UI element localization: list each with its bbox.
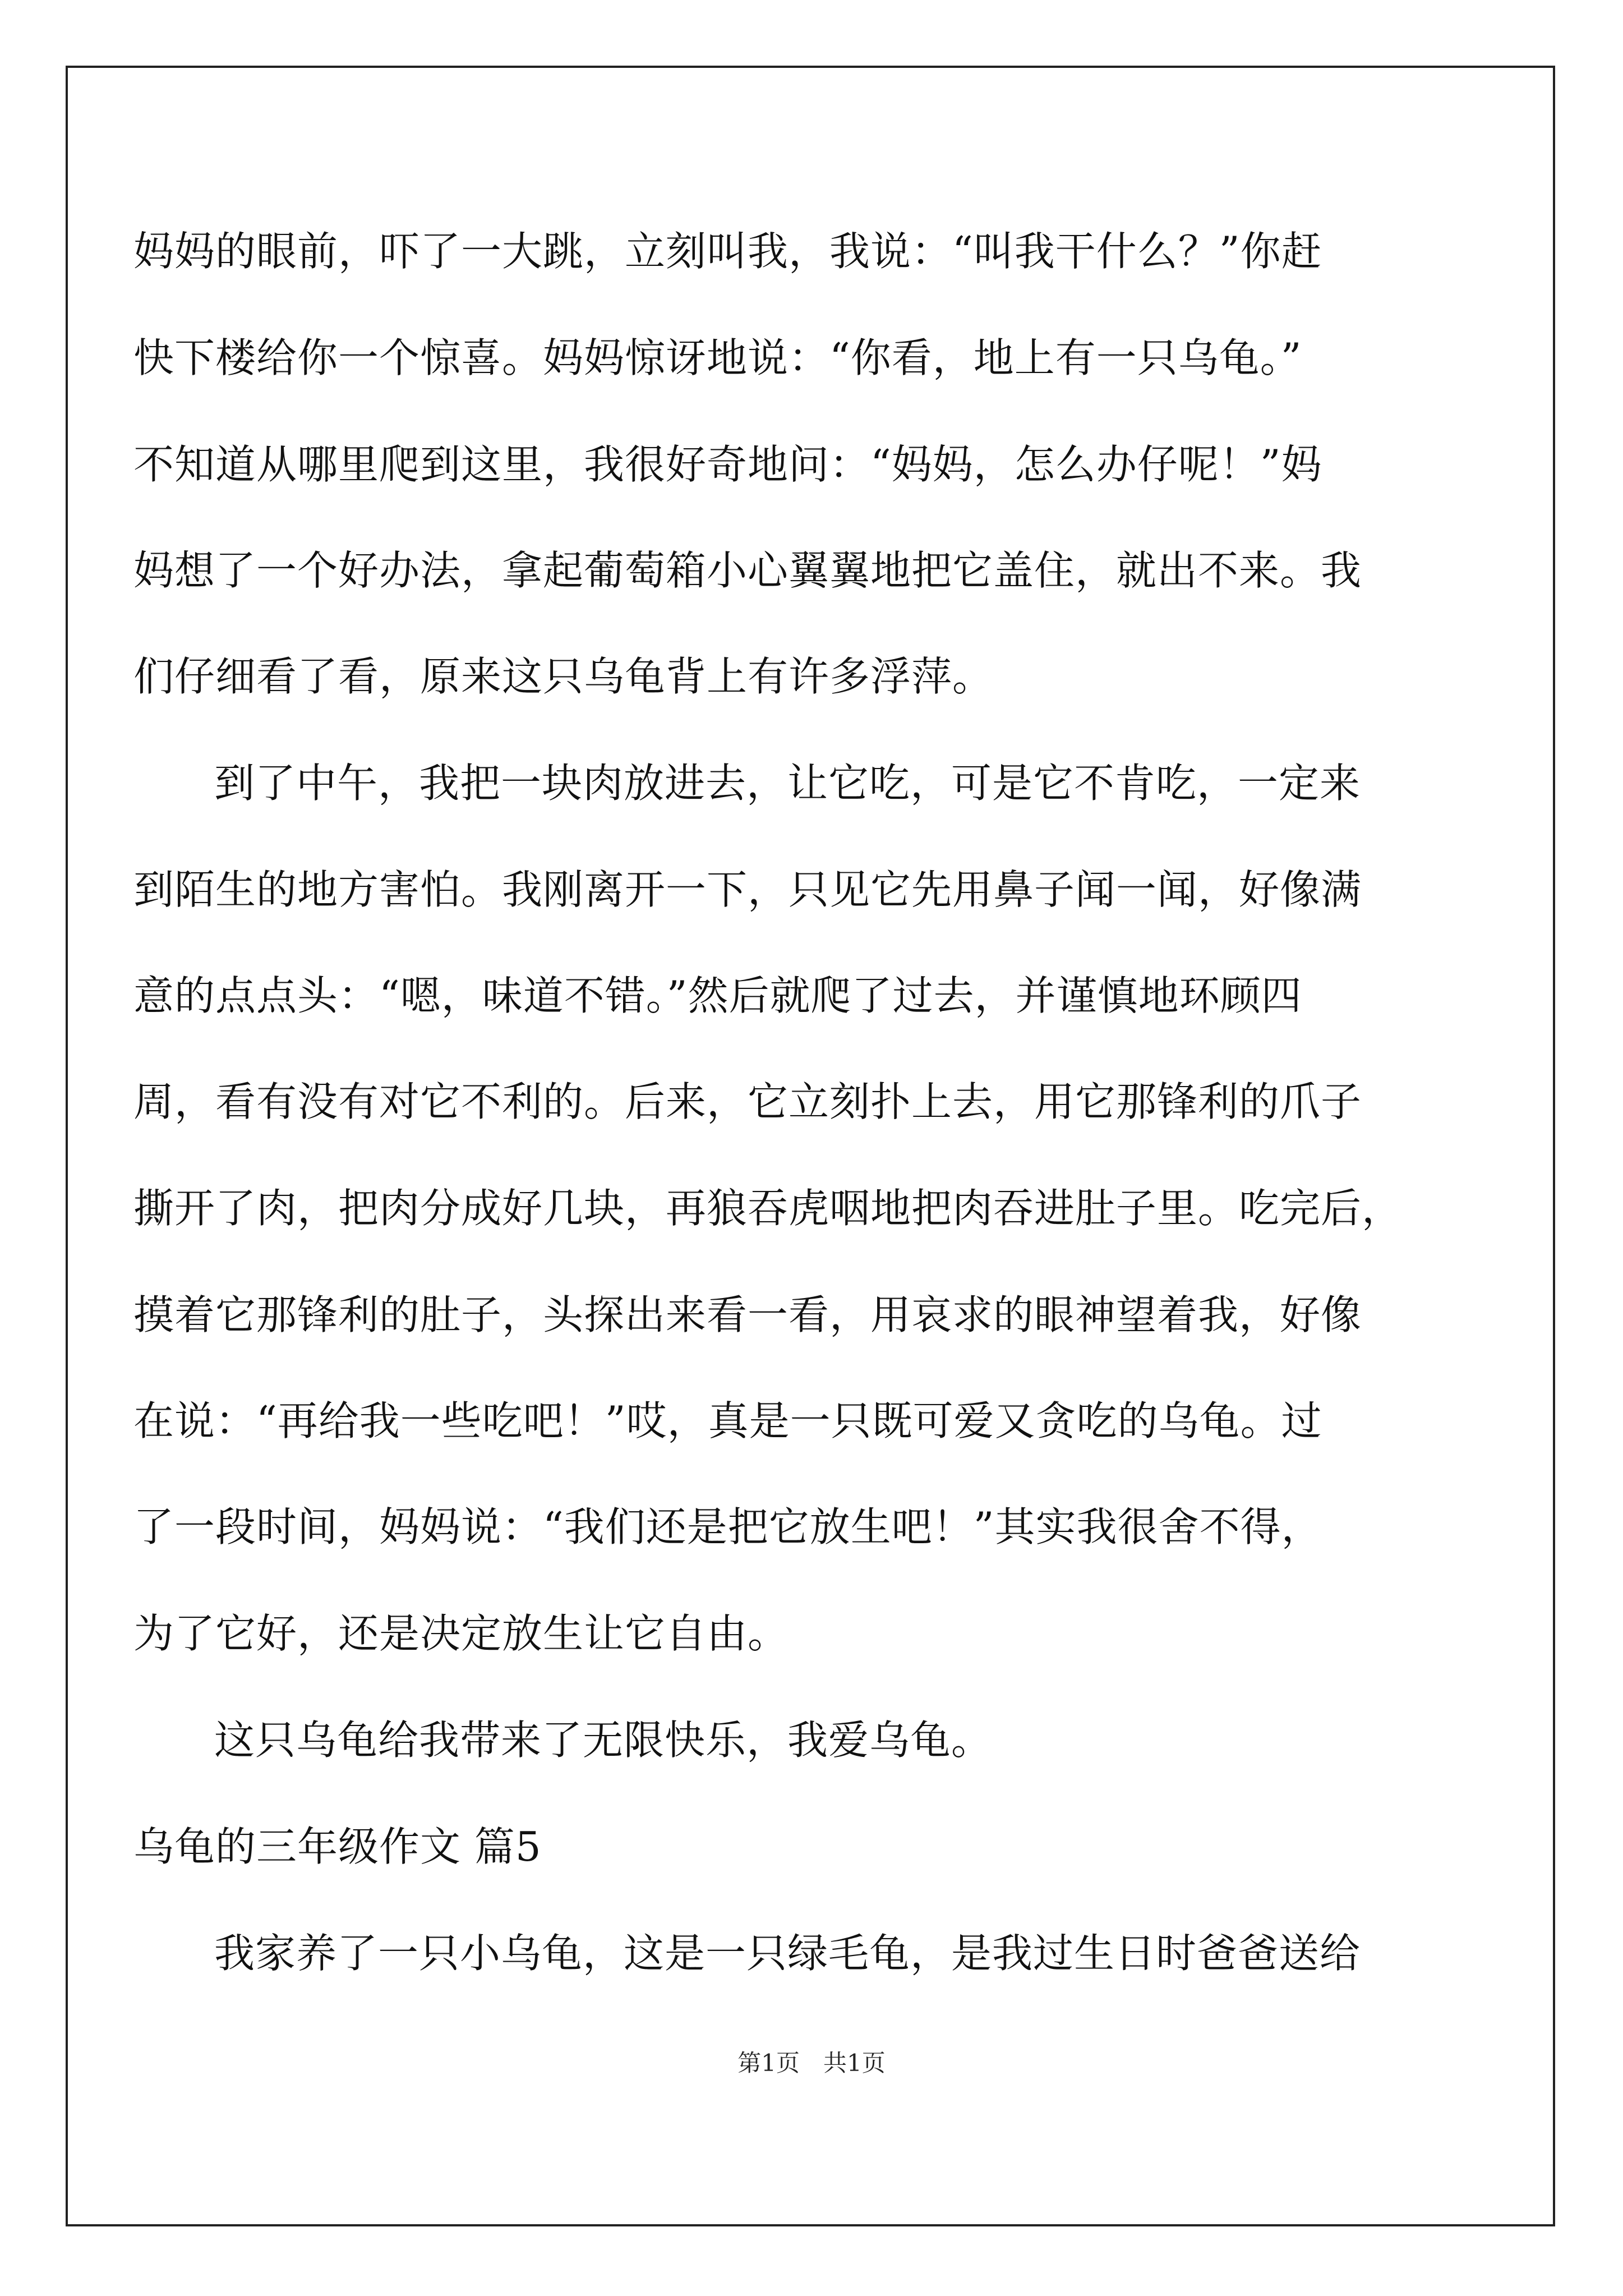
paragraph-line: 不知道从哪里爬到这里，我很好奇地问：“妈妈，怎么办仔呢！”妈 <box>133 441 1322 488</box>
paragraph-line: 到陌生的地方害怕。我刚离开一下，只见它先用鼻子闻一闻，好像满 <box>133 866 1362 913</box>
paragraph-line: 为了它好，还是决定放生让它自由。 <box>133 1610 789 1657</box>
paragraph-line: 意的点点头：“嗯，味道不错。”然后就爬了过去，并谨慎地环顾四 <box>133 972 1302 1019</box>
page-footer: 第1页 共1页 <box>737 2049 886 2077</box>
paragraph-line: 妈想了一个好办法，拿起葡萄箱小心翼翼地把它盖住，就出不来。我 <box>133 547 1362 594</box>
paragraph-line: 了一段时间，妈妈说：“我们还是把它放生吧！”其实我很舍不得， <box>133 1503 1322 1550</box>
paragraph-line: 周，看有没有对它不利的。后来，它立刻扑上去，用它那锋利的爪子 <box>133 1078 1362 1125</box>
paragraph-line: 到了中午，我把一块肉放进去，让它吃，可是它不肯吃，一定来 <box>214 760 1361 807</box>
section-heading: 乌龟的三年级作文 篇5 <box>133 1823 542 1870</box>
paragraph-line: 摸着它那锋利的肚子，头探出来看一看，用哀求的眼神望着我，好像 <box>133 1291 1362 1338</box>
paragraph-line: 们仔细看了看，原来这只乌龟背上有许多浮萍。 <box>133 653 994 700</box>
paragraph-line: 我家养了一只小乌龟，这是一只绿毛龟，是我过生日时爸爸送给 <box>214 1930 1361 1977</box>
paragraph-line: 快下楼给你一个惊喜。妈妈惊讶地说：“你看，地上有一只乌龟。” <box>133 334 1302 381</box>
paragraph-line: 妈妈的眼前，吓了一大跳，立刻叫我，我说：“叫我干什么？”你赶 <box>133 228 1322 275</box>
paragraph-line: 在说：“再给我一些吃吧！”哎，真是一只既可爱又贪吃的乌龟。过 <box>133 1397 1322 1444</box>
paragraph-line: 撕开了肉，把肉分成好几块，再狼吞虎咽地把肉吞进肚子里。吃完后， <box>133 1185 1403 1232</box>
page-border <box>66 66 1555 2226</box>
paragraph-line: 这只乌龟给我带来了无限快乐，我爱乌龟。 <box>214 1717 993 1764</box>
